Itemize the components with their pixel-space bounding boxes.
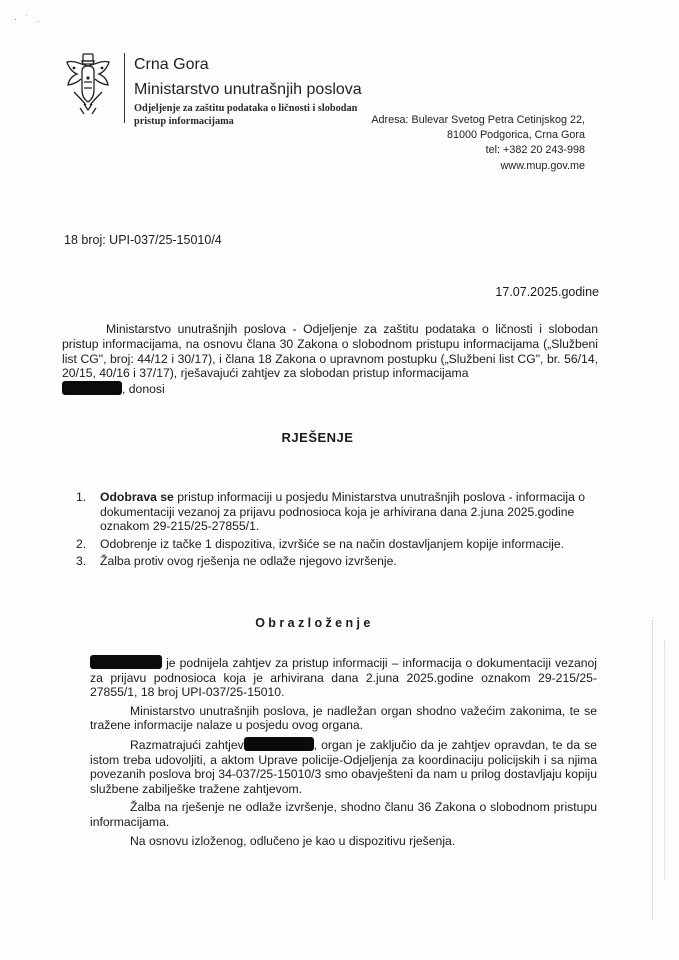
redacted-name — [62, 381, 122, 395]
redacted-name — [244, 737, 314, 751]
dispositive-list — [62, 490, 602, 572]
dispositive-text: Žalba protiv ovog rješenja ne odlaže njegovo izvršenje. — [100, 554, 397, 569]
reasoning-p2: Ministarstvo unutrašnjih poslova, je nadležan organ shodno važećim zakonima, te se tražene informacije nalaze u posjedu ovog organa. — [90, 703, 597, 733]
dispositive-number: 3. — [76, 554, 87, 569]
header-country: Crna Gora — [134, 56, 209, 73]
dispositive-item — [62, 490, 602, 534]
header-department: Odjeljenje za zaštitu podataka o ličnosti i slobodan pristup informacijama — [134, 103, 358, 127]
reasoning-p5: Na osnovu izloženog, odlučeno je kao u dispozitivu rješenja. — [130, 833, 456, 848]
intro-paragraph — [62, 322, 598, 397]
dispositive-item — [62, 537, 602, 552]
scan-edge-mark — [664, 640, 665, 880]
address-web: www.mup.gov.me — [500, 159, 585, 172]
header-divider — [124, 53, 125, 123]
reasoning-p1: je podnijela zahtjev za pristup informaciji – informacija o dokumentaciji vezanoj za prijavu podnosioca koja je arhivirana dana 2.juna 2025.godine oznakom 29-215/25-27855/1, 18 broj UPI-037/25-15010. — [90, 656, 597, 700]
reference-number: 18 broj: UPI-037/25-15010/4 — [64, 233, 222, 247]
dispositive-lead: Odobrava se — [100, 490, 174, 504]
dispositive-text: pristup informaciji u posjedu Ministarstva unutrašnjih poslova - informacija o dokumentaciji vezanoj za prijavu podnosioca koja je arhivirana dana 2.juna 2025.godine oznakom 29-215/25-27855/1. — [100, 490, 586, 534]
address-phone: tel: +382 20 243-998 — [485, 144, 585, 157]
reasoning-body — [90, 655, 597, 852]
intro-ending: , donosi — [122, 382, 165, 397]
address-city: 81000 Podgorica, Crna Gora — [446, 129, 585, 142]
reasoning-p3-start: Razmatrajući zahtjev — [130, 737, 244, 752]
dispositive-number: 1. — [76, 490, 87, 504]
dispositive-item — [62, 554, 602, 569]
dispositive-number: 2. — [76, 536, 87, 551]
address-block — [371, 113, 585, 174]
decision-title: RJEŠENJE — [281, 430, 354, 445]
montenegro-coat-of-arms-icon — [60, 52, 116, 116]
header-ministry: Ministarstvo unutrašnjih poslova — [134, 81, 362, 98]
reasoning-title: Obrazloženje — [255, 616, 374, 630]
dispositive-text: Odobrenje iz tačke 1 dispozitiva, izvršiće se na način dostavljanjem kopije informacije. — [100, 536, 565, 551]
intro-text: Ministarstvo unutrašnjih poslova - Odjeljenje za zaštitu podataka o ličnosti i slobodan pristup informacijama, na osnovu člana 30 Zakona o slobodnom pristupu informacijama („Službeni list CG", broj: 44/12 i 30/17), i člana 18 Zakona o upravnom postupku („Službeni list CG", br. 56/14, 20/15, 40/16 i 37/17), rješavajući zahtjev za slobodan pristup informacijama — [62, 322, 598, 381]
scan-edge-mark — [652, 620, 653, 920]
redacted-name — [90, 655, 162, 669]
reasoning-p4: Žalba na rješenje ne odlaže izvršenje, shodno članu 36 Zakona o slobodnom pristupu informacijama. — [90, 800, 597, 829]
scan-speck: · ˙ . — [14, 14, 43, 24]
address-street: Adresa: Bulevar Svetog Petra Cetinjskog 22, — [371, 114, 585, 126]
document-date: 17.07.2025.godine — [495, 285, 599, 299]
reasoning-p3-rest: , organ je zaključio da je zahtjev opravdan, te da se istom treba udovoljiti, a aktom Uprave policije-Odjeljenja za koordinaciju policijskih i sa njima povezanih poslova broj 34-037/25-15010/3 smo obavješteni da nam u prilog dostavljaju kopiju službene zabilješke tražene zahtjevom. — [90, 737, 597, 796]
